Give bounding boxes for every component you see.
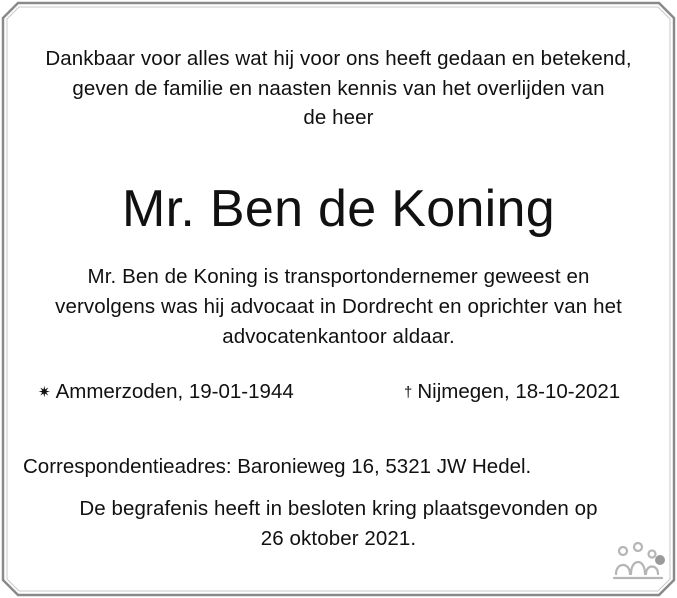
star-icon: ✷ [38,384,51,401]
intro-line-3: de heer [303,106,374,129]
death-text: Nijmegen, 18-10-2021 [417,380,621,403]
deceased-name: Mr. Ben de Koning [122,180,555,238]
death-info [404,380,620,406]
correspondence-address: Correspondentieadres: Baronieweg 16, 5321 JW Hedel. [23,455,532,478]
bio-line-3: advocatenkantoor aldaar. [222,325,455,348]
funeral-line-2: 26 oktober 2021. [260,527,417,550]
cross-icon: † [404,384,413,401]
bio-line-1: Mr. Ben de Koning is transportondernemer geweest en [87,265,590,288]
bio-line-2: vervolgens was hij advocaat in Dordrecht en oprichter van het [55,295,622,318]
birth-text: Ammerzoden, 19-01-1944 [55,380,294,403]
family-logo-icon [610,540,668,586]
birth-info [38,380,294,406]
intro-line-2: geven de familie en naasten kennis van het overlijden van [72,77,605,100]
intro-line-1: Dankbaar voor alles wat hij voor ons heeft gedaan en betekend, [45,47,632,70]
funeral-line-1: De begrafenis heeft in besloten kring plaatsgevonden op [79,497,598,520]
